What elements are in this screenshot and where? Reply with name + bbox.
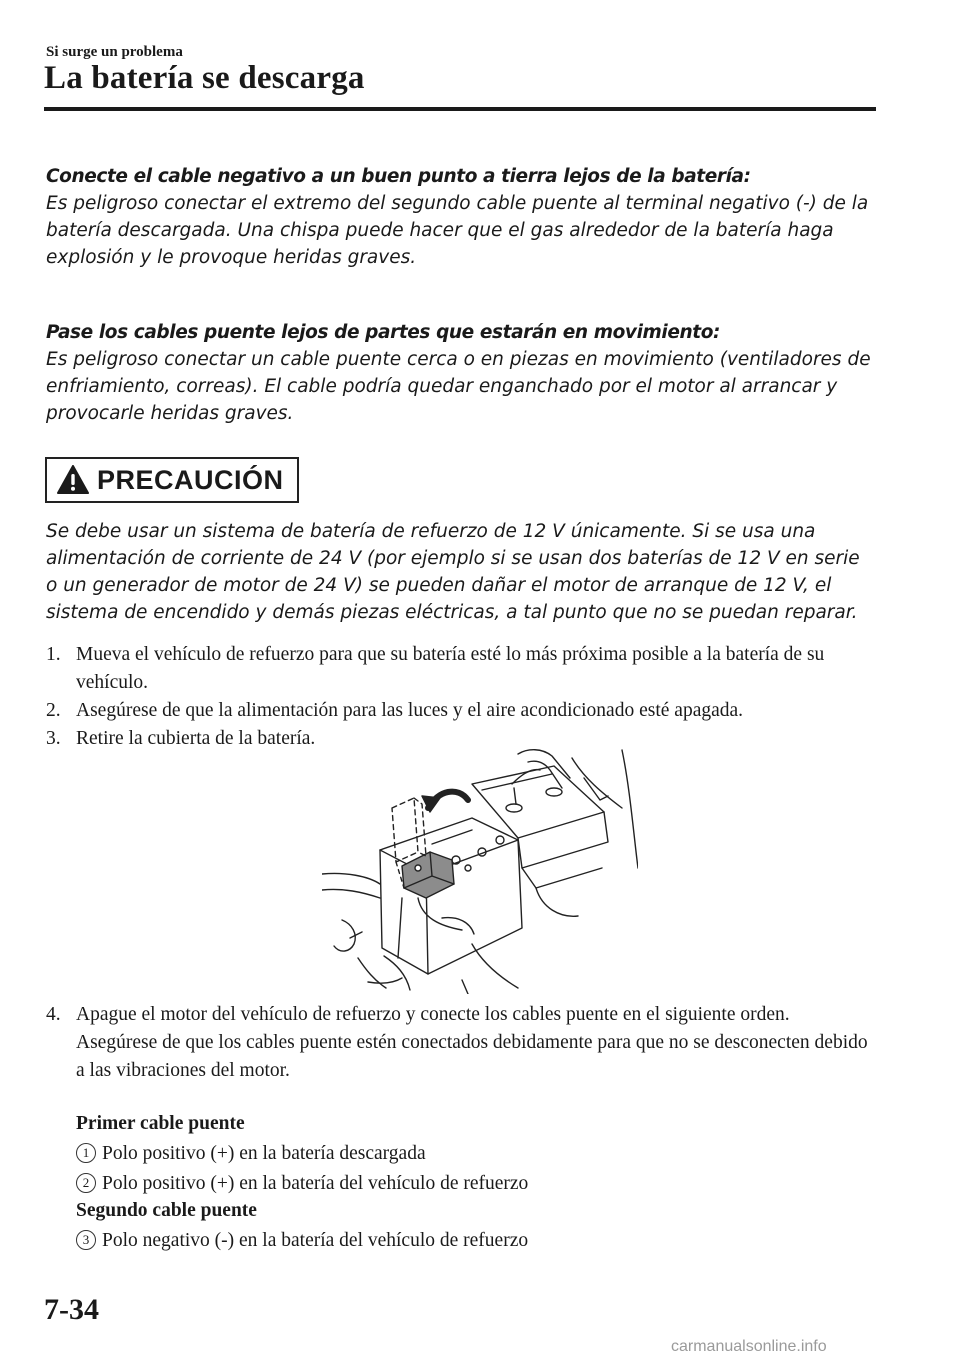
warning-block-ground (46, 163, 876, 271)
circled-number-marker: 1 (76, 1143, 96, 1163)
warning-body: Es peligroso conectar un cable puente cerca o en piezas en movimiento (ventiladores de enfriamiento, correas). El cable podría quedar enganchado por el motor al arrancar y provocarle heridas graves. (46, 349, 871, 424)
circled-number-marker: 3 (76, 1230, 96, 1250)
battery-cover-illustration (322, 748, 638, 994)
warning-body: Es peligroso conectar el extremo del segundo cable puente al terminal negativo (-) de la batería descargada. Una chispa puede hacer que el gas alrededor de la batería haga explosión y le provoque heridas graves. (46, 193, 869, 268)
step-number: 4. (46, 1004, 61, 1025)
watermark-link[interactable]: carmanualsonline.info (671, 1338, 827, 1355)
caution-label: PRECAUCIÓN (97, 464, 284, 495)
page-title: La batería se descarga (44, 60, 365, 96)
title-divider (44, 107, 876, 111)
warning-block-moving-parts (46, 319, 876, 427)
caution-box (45, 457, 299, 503)
cable-item-text: Polo positivo (+) en la batería del vehículo de refuerzo (102, 1173, 529, 1194)
warning-triangle-icon (57, 465, 89, 495)
step-text: Apague el motor del vehículo de refuerzo y conecte los cables puente en el siguiente orden. (76, 1004, 790, 1025)
step-item (46, 1001, 876, 1085)
step-item (46, 641, 876, 697)
first-cable-item (76, 1140, 426, 1168)
circled-number-marker: 2 (76, 1173, 96, 1193)
second-cable-heading: Segundo cable puente (76, 1200, 257, 1221)
warning-heading: Pase los cables puente lejos de partes que estarán en movimiento: (46, 322, 721, 343)
step-text: Mueva el vehículo de refuerzo para que su batería esté lo más próxima posible a la batería de su vehículo. (76, 644, 825, 693)
step-number: 2. (46, 700, 61, 721)
section-label: Si surge un problema (46, 44, 183, 60)
first-cable-item (76, 1170, 528, 1198)
second-cable-item (76, 1227, 528, 1255)
step-text: Asegúrese de que la alimentación para las luces y el aire acondicionado esté apagada. (76, 700, 744, 721)
cable-item-text: Polo negativo (-) en la batería del vehículo de refuerzo (102, 1230, 529, 1251)
caution-text: Se debe usar un sistema de batería de refuerzo de 12 V únicamente. Si se usa una alimentación de corriente de 24 V (por ejemplo si se usan dos baterías de 12 V en serie o un generador de motor de 24 V) se pueden dañar el motor de arranque de 12 V, el sistema de encendido y demás piezas eléctricas, a tal punto que no se puedan reparar. (46, 521, 860, 623)
page-number: 7-34 (44, 1293, 99, 1326)
step-number: 3. (46, 728, 61, 749)
warning-heading: Conecte el cable negativo a un buen punto a tierra lejos de la batería: (46, 166, 751, 187)
step-note: Asegúrese de que los cables puente estén conectados debidamente para que no se desconecten debido a las vibraciones del motor. (76, 1032, 868, 1081)
first-cable-heading: Primer cable puente (76, 1113, 245, 1134)
step-number: 1. (46, 644, 61, 665)
step-text: Retire la cubierta de la batería. (76, 728, 316, 749)
cable-item-text: Polo positivo (+) en la batería descargada (102, 1143, 426, 1164)
step-item (46, 697, 876, 725)
